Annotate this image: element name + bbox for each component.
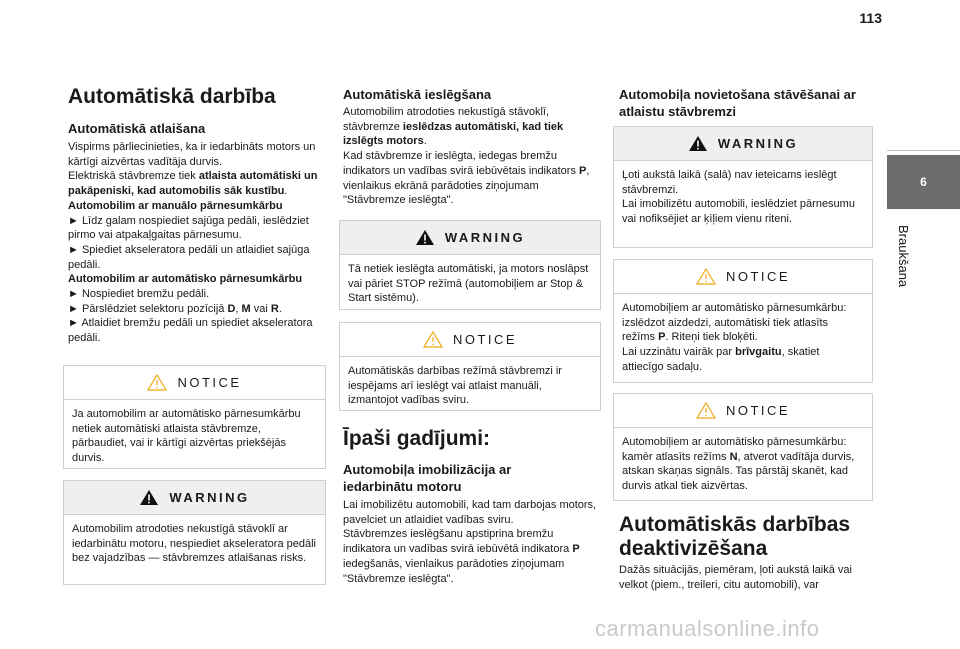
notice-triangle-icon bbox=[147, 374, 167, 391]
notice-triangle-icon bbox=[696, 402, 716, 419]
engage-text bbox=[343, 105, 601, 208]
chapter-label: Braukšana bbox=[896, 225, 911, 288]
paragraph: Elektriskā stāvbremze tiek atlaista automātiski un pakāpeniski, kad automobilis sāk kustību. bbox=[68, 170, 318, 198]
warning-text: Ļoti aukstā laikā (salā) nav ieteicams ieslēgt stāvbremzi. bbox=[622, 169, 837, 196]
notice-label: NOTICE bbox=[177, 375, 242, 390]
warning-text: Tā netiek ieslēgta automātiski, ja motors noslāpst vai pāriet STOP režīmā (automobiļiem ar Stop & Start sistēmu). bbox=[348, 263, 589, 305]
auto-gearbox-heading: Automobilim ar automātisko pārnesumkārbu bbox=[68, 273, 303, 286]
warning-text: Automobilim atrodoties nekustīgā stāvoklī ar iedarbinātu motoru, nespiediet akseleratora pedāli bez vajadzības — stāvbremzes atlaišanas risks. bbox=[72, 523, 316, 565]
warning-label: WARNING bbox=[169, 490, 250, 505]
special-cases-subtitle: Automobiļa imobilizācija ar iedarbinātu motoru bbox=[343, 462, 512, 494]
warning-box bbox=[613, 126, 873, 248]
bullet-item: ► Atlaidiet bremžu pedāli un spiediet akseleratora pedāli. bbox=[68, 317, 313, 345]
subsection-title: Automātiskā atlaišana bbox=[68, 121, 206, 136]
special-cases-text bbox=[343, 498, 601, 586]
manual-gearbox-heading: Automobilim ar manuālo pārnesumkārbu bbox=[68, 199, 283, 212]
release-text bbox=[68, 140, 326, 346]
bullet-item: ► Spiediet akseleratora pedāli un atlaidiet sajūga pedāli. bbox=[68, 243, 310, 271]
notice-box bbox=[63, 365, 326, 469]
paragraph: Kad stāvbremze ir ieslēgta, iedegas bremžu indikators un vadības svirā iebūvētais indikators P, vienlaikus ekrānā parādoties ziņojumam "Stāvbremze ieslēgta". bbox=[343, 150, 590, 207]
section-title: Automātiskā darbība bbox=[68, 85, 276, 108]
chapter-number: 6 bbox=[920, 175, 927, 189]
warning-box bbox=[63, 480, 326, 585]
bullet-item: ► Nospiediet bremžu pedāli. bbox=[68, 288, 210, 301]
chapter-tab bbox=[887, 155, 960, 209]
warning-label: WARNING bbox=[444, 230, 526, 245]
warning-triangle-icon bbox=[415, 229, 435, 246]
notice-triangle-icon bbox=[423, 331, 443, 348]
notice-header bbox=[614, 394, 872, 428]
chapter-side-label bbox=[894, 225, 914, 335]
notice-triangle-icon bbox=[696, 268, 716, 285]
special-cases-title: Īpaši gadījumi: bbox=[343, 427, 491, 450]
paragraph: Stāvbremzes ieslēgšanu apstiprina bremžu indikatora un vadības svirā iebūvētā indikatora P iedegšanās, vienlaikus parādoties ziņojumam "Stāvbremze ieslēgta". bbox=[343, 528, 580, 585]
notice-text: Automātiskās darbības režīmā stāvbremzi ir iespējams arī ieslēgt vai atlaist manuāli, izmantojot vadības sviru. bbox=[348, 365, 562, 407]
notice-header bbox=[340, 323, 600, 357]
notice-box bbox=[613, 393, 873, 501]
notice-header bbox=[614, 260, 872, 294]
warning-triangle-icon bbox=[688, 135, 708, 152]
subsection-title: Automātiskā ieslēgšana bbox=[343, 87, 492, 102]
warning-header bbox=[340, 221, 600, 255]
deactivation-title: Automātiskās darbības deaktivizēšana bbox=[619, 513, 851, 560]
bullet-item: ► Pārslēdziet selektoru pozīcijā D, M vai R. bbox=[68, 302, 282, 315]
notice-label: NOTICE bbox=[725, 269, 791, 284]
warning-header bbox=[64, 481, 325, 515]
notice-text: Lai uzzinātu vairāk par brīvgaitu, skatiet attiecīgo sadaļu. bbox=[622, 346, 820, 373]
notice-label: NOTICE bbox=[725, 403, 791, 418]
paragraph: Automobilim atrodoties nekustīgā stāvoklī, stāvbremze ieslēdzas automātiski, kad tiek izslēgts motors. bbox=[343, 106, 564, 148]
notice-header bbox=[64, 366, 325, 400]
bullet-item: ► Līdz galam nospiediet sajūga pedāli, ieslēdziet pirmo vai atpakaļgaitas pārnesumu. bbox=[68, 214, 309, 242]
notice-text: Automobiļiem ar automātisko pārnesumkārbu: kamēr atlasīts režīms N, atverot vadītāja durvis, atskan skaņas signāls. Tas pārstāj skanēt, kad durvis atkal tiek aizvērtas. bbox=[622, 436, 855, 493]
notice-text: Automobiļiem ar automātisko pārnesumkārbu: izslēdzot aizdedzi, automātiski tiek atlasīts režīms P. Riteņi tiek bloķēti. bbox=[622, 302, 847, 344]
warning-label: WARNING bbox=[717, 136, 799, 151]
paragraph: Lai imobilizētu automobili, kad tam darbojas motors, pavelciet un atlaidiet vadības sviru. bbox=[343, 499, 597, 526]
paragraph: Vispirms pārliecinieties, ka ir iedarbināts motors un kārtīgi aizvērtas vadītāja durvis. bbox=[68, 141, 316, 168]
warning-header bbox=[614, 127, 872, 161]
notice-box bbox=[613, 259, 873, 383]
warning-text: Lai imobilizētu automobili, ieslēdziet pārnesumu vai nofiksējiet ar ķīļiem vienu riteni. bbox=[622, 198, 855, 226]
warning-triangle-icon bbox=[139, 489, 159, 506]
notice-text: Ja automobilim ar automātisko pārnesumkārbu netiek automātiski atlaista stāvbremze, pārbaudiet, vai ir kārtīgi aizvērtas priekšējās durvis. bbox=[72, 408, 301, 465]
notice-label: NOTICE bbox=[452, 332, 518, 347]
warning-box bbox=[339, 220, 601, 310]
notice-box bbox=[339, 322, 601, 411]
subsection-title: Automobiļa novietošana stāvēšanai ar atlaistu stāvbremzi bbox=[619, 87, 856, 119]
deactivation-text: Dažās situācijās, piemēram, ļoti aukstā laikā vai velkot (piem., treileri, citu automobili), var bbox=[619, 564, 852, 591]
page-number: 113 bbox=[859, 10, 882, 26]
watermark: carmanualsonline.info bbox=[595, 616, 820, 641]
side-divider bbox=[887, 150, 960, 151]
